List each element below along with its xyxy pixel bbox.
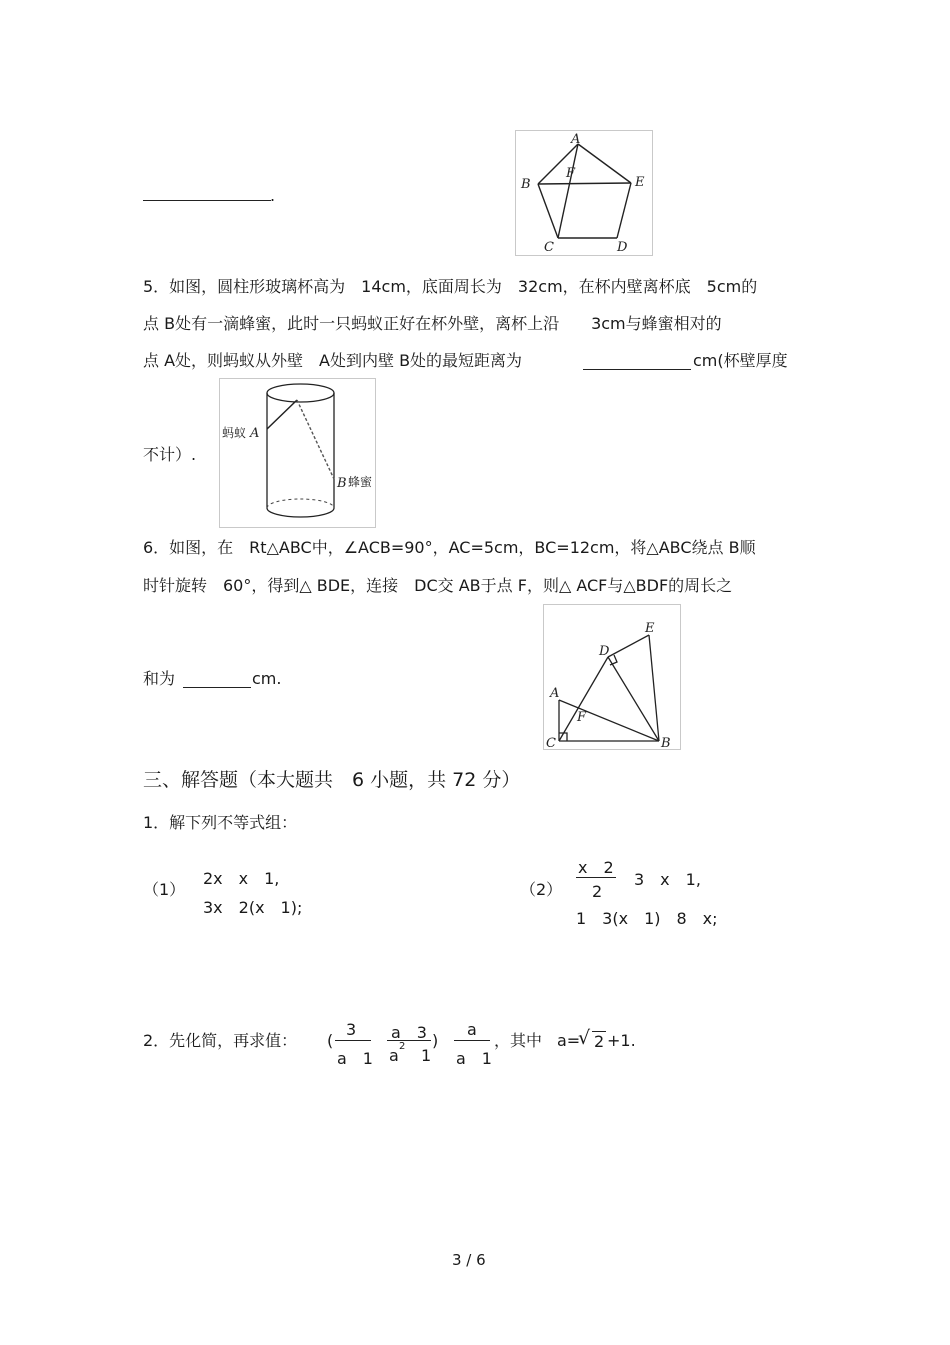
label-e: E [635, 175, 645, 190]
p2-f2-bar [387, 1040, 431, 1041]
p2-f3-den: a 1 [456, 1049, 492, 1068]
p2-value-post: +1. [607, 1031, 636, 1050]
label-d: D [599, 644, 610, 659]
p2-f1-num: 3 [346, 1020, 357, 1039]
p1-part1-row2: 3x 2(x 1); [203, 898, 303, 917]
label-c: C [544, 240, 554, 255]
cylinder-figure [219, 378, 376, 528]
p1-part2-row1-rest: 3 x 1, [634, 870, 701, 889]
q5-line3a: 点 A处，则蚂蚁从外壁 A处到内壁 B处的最短距离为 [143, 351, 523, 370]
p2-f1-bar [335, 1040, 371, 1041]
sqrt-icon: √ [578, 1027, 591, 1049]
p1-part2-frac-num: x 2 [578, 858, 614, 877]
p2-f2-den-rest: 1 [421, 1046, 432, 1065]
q6-line3b: cm. [252, 669, 282, 688]
p2-f3-bar [454, 1040, 490, 1041]
label-b: B [661, 736, 671, 749]
honey-label: 蜂蜜 [348, 475, 373, 489]
q5-line4: 不计）. [143, 445, 197, 464]
answer-blank-q6 [183, 687, 251, 688]
q4-period: . [270, 186, 276, 205]
p2-lparen: ( [327, 1031, 334, 1050]
label-f: F [577, 710, 587, 725]
problem1-title: 1．解下列不等式组： [143, 813, 298, 832]
answer-blank-q4 [143, 200, 271, 201]
label-b: B [521, 177, 531, 192]
p2-value-pre: a= [557, 1031, 581, 1050]
label-a: A [550, 686, 560, 701]
ant-label: 蚂蚁 [222, 426, 247, 440]
q6-line2: 时针旋转 60°，得到△ BDE，连接 DC交 AB于点 F，则△ ACF与△BDF的周长之 [143, 576, 733, 595]
label-d: D [617, 240, 628, 255]
problem2-prefix: 2．先化简，再求值： [143, 1031, 298, 1050]
p1-part2-label: （2） [520, 880, 563, 899]
p2-f2-num: a 3 [391, 1023, 427, 1042]
p1-part1-label: （1） [143, 880, 186, 899]
page-number: 3 / 6 [452, 1251, 486, 1269]
p1-part2-frac-bar [576, 877, 616, 878]
answer-blank-q5 [583, 369, 691, 370]
triangle-figure [543, 604, 681, 750]
p2-radicand: 2 [594, 1032, 605, 1051]
q5-line3b: cm(杯壁厚度 [693, 351, 788, 370]
p2-f1-den: a 1 [337, 1049, 373, 1068]
pentagon-diagram [516, 131, 652, 255]
q6-line1: 6．如图，在 Rt△ABC中，∠ACB=90°，AC=5cm，BC=12cm，将△ABC绕点 B顺 [143, 538, 756, 557]
triangle-diagram [544, 605, 680, 749]
q5-line1: 5．如图，圆柱形玻璃杯高为 14cm，底面周长为 32cm，在杯内壁离杯底 5cm的 [143, 277, 758, 296]
p2-f2-den-exp: 2 [399, 1041, 406, 1052]
cylinder-diagram [220, 379, 375, 527]
p2-f3-num: a [467, 1020, 477, 1039]
label-f: F [566, 166, 576, 181]
q6-line3a: 和为 [143, 669, 176, 688]
label-c: C [546, 736, 556, 749]
p1-part1-row1: 2x x 1, [203, 869, 280, 888]
point-b-label: B [337, 476, 347, 491]
point-a-label: A [250, 426, 260, 441]
p1-part2-row2: 1 3(x 1) 8 x; [576, 909, 718, 928]
pentagon-figure [515, 130, 653, 256]
label-a: A [571, 132, 581, 147]
p2-where: ，其中 [494, 1031, 543, 1050]
p2-f2-den-a: a [389, 1046, 399, 1065]
section-title: 三、解答题（本大题共 6 小题，共 72 分） [143, 769, 521, 791]
q5-line2: 点 B处有一滴蜂蜜，此时一只蚂蚁正好在杯外壁，离杯上沿 3cm与蜂蜜相对的 [143, 314, 722, 333]
p2-rparen: ) [432, 1031, 439, 1050]
p1-part2-frac-den: 2 [592, 882, 603, 901]
label-e: E [645, 621, 655, 636]
